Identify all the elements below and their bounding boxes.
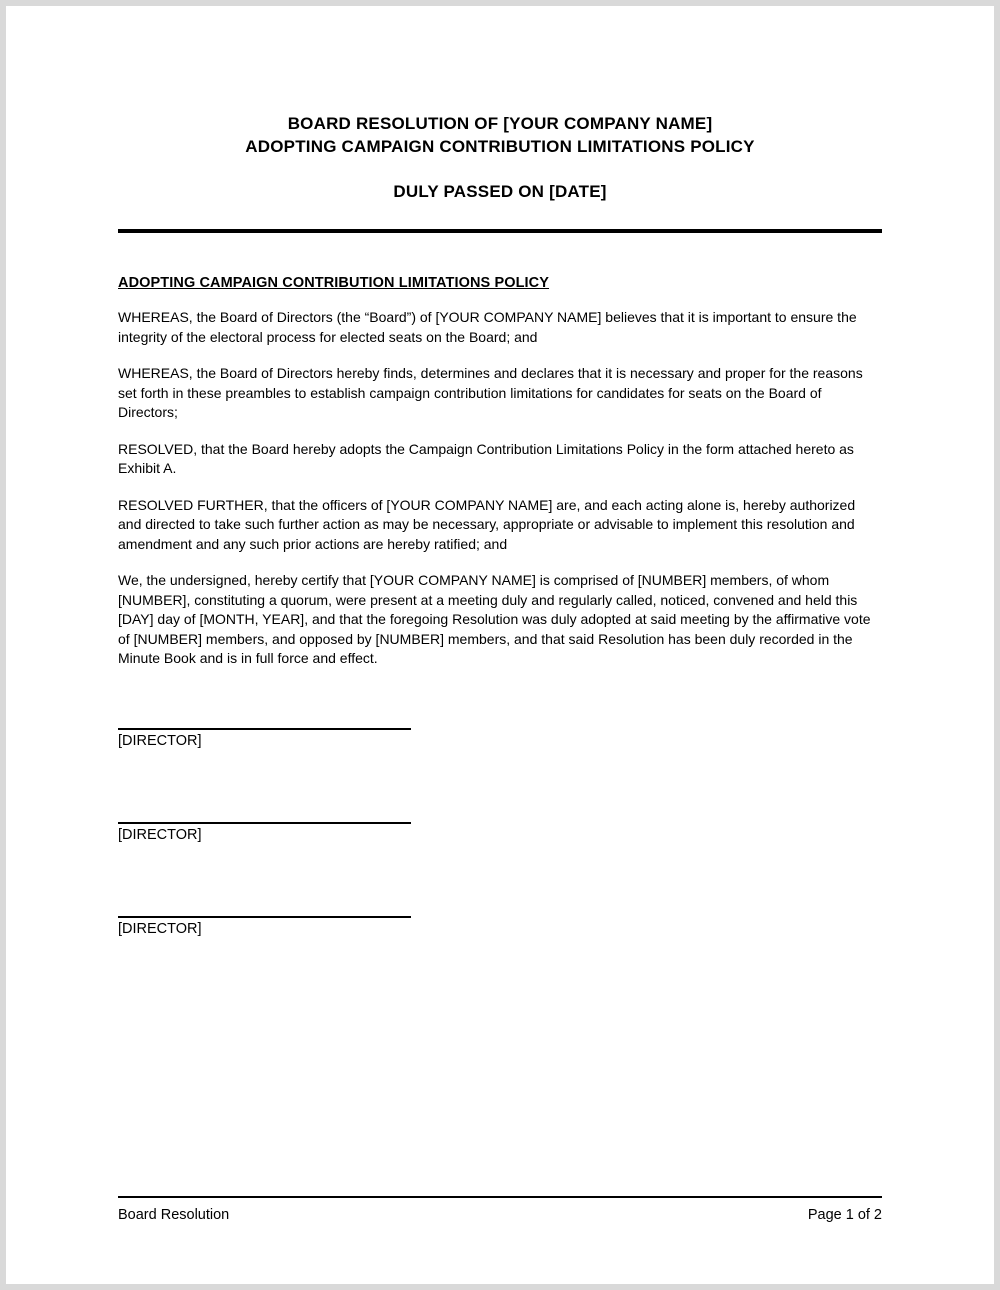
document-title: [118, 112, 882, 158]
header-rule: [118, 229, 882, 233]
paragraph: WHEREAS, the Board of Directors hereby finds, determines and declares that it is necessary and proper for the reasons set forth in these preambles to establish campaign contribution limitations for candidates for seats on the Board of Directors;: [118, 365, 863, 420]
signature-line: [118, 727, 411, 730]
document-body: [118, 308, 882, 669]
document-subtitle: DULY PASSED ON [DATE]: [393, 182, 607, 201]
paragraph: RESOLVED FURTHER, that the officers of [YOUR COMPANY NAME] are, and each acting alone is, hereby authorized and directed to take such further action as may be necessary, appropriate or advisable to implement this resolution and amendment and any such prior actions are hereby ratified; and: [118, 496, 856, 552]
document-title-line1: BOARD RESOLUTION OF [YOUR COMPANY NAME]: [287, 114, 713, 133]
footer-document-name: Board Resolution: [118, 1207, 230, 1223]
document-title-line2: ADOPTING CAMPAIGN CONTRIBUTION LIMITATIONS POLICY: [245, 137, 755, 156]
signature-label: [DIRECTOR]: [118, 826, 202, 843]
signature-section: [118, 727, 882, 937]
paragraph: RESOLVED, that the Board hereby adopts the Campaign Contribution Limitations Policy in the form attached hereto as Exhibit A.: [118, 440, 854, 476]
signature-block: [118, 821, 882, 843]
section-heading: ADOPTING CAMPAIGN CONTRIBUTION LIMITATIONS POLICY: [118, 275, 550, 291]
signature-line: [118, 821, 411, 824]
document-page: [6, 6, 994, 1284]
signature-block: [118, 727, 882, 749]
signature-line: [118, 915, 411, 918]
footer-page-number: Page 1 of 2: [807, 1207, 882, 1223]
page-footer: [118, 1196, 882, 1223]
signature-block: [118, 915, 882, 937]
signature-label: [DIRECTOR]: [118, 732, 202, 749]
paragraph: WHEREAS, the Board of Directors (the “Board”) of [YOUR COMPANY NAME] believes that it is important to ensure the integrity of the electoral process for elected seats on the Board; and: [118, 309, 857, 345]
paragraph: We, the undersigned, hereby certify that [YOUR COMPANY NAME] is comprised of [NUMBER] members, of whom [NUMBER], constituting a quorum, were present at a meeting duly and regularly called, noticed, convened and held this [DAY] day of [MONTH, YEAR], and that the foregoing Resolution was duly adopted at said meeting by the affirmative vote of [NUMBER] members, and opposed by [NUMBER] members, and that said Resolution has been duly recorded in the Minute Book and is in full force and effect.: [118, 572, 871, 666]
signature-label: [DIRECTOR]: [118, 920, 202, 937]
